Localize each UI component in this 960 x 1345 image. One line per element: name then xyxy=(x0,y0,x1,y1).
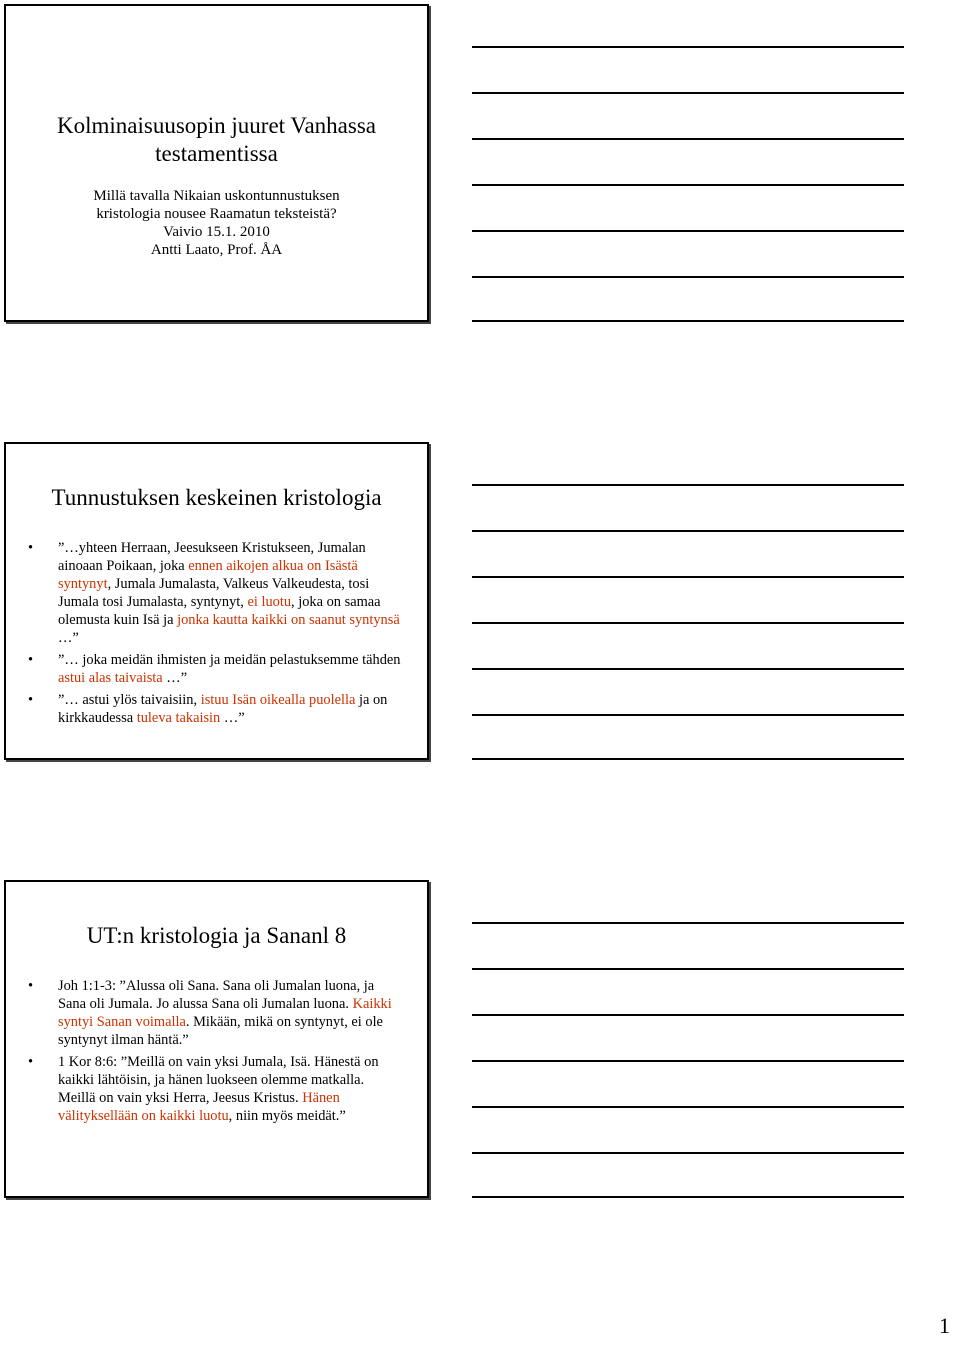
slide-title: Tunnustuksen keskeinen kristologia xyxy=(51,485,382,510)
note-line xyxy=(472,714,904,716)
subtitle-line: Millä tavalla Nikaian uskontunnustuksen xyxy=(93,188,340,204)
bullet-text: ja on kirkkaudessa xyxy=(58,692,388,726)
bullet-dot-icon: • xyxy=(28,652,34,668)
bullet-text: …” xyxy=(162,670,188,686)
bullet-text: 1 Kor 8:6: ”Meillä on vain yksi Jumala, Isä. Hänestä on kaikki lähtöisin, ja hänen luokseen olemme matkalla. Meillä on vain yksi Herra, Jeesus Kristus. xyxy=(58,1054,379,1106)
note-line xyxy=(472,576,904,578)
note-line xyxy=(472,1014,904,1016)
slide-3 xyxy=(4,880,429,1198)
subtitle-line: kristologia nousee Raamatun teksteistä? xyxy=(96,206,337,222)
slide-title: UT:n kristologia ja Sananl 8 xyxy=(86,923,347,948)
bullet-item xyxy=(28,539,405,647)
bullet-text: ”… joka meidän ihmisten ja meidän pelastuksemme tähden xyxy=(58,652,401,668)
bullet-item xyxy=(28,1053,405,1125)
subtitle-line: Vaivio 15.1. 2010 xyxy=(163,224,270,240)
bullet-text: . Mikään, mikä on syntynyt, ei ole syntynyt ilman häntä.” xyxy=(58,1014,383,1048)
note-line xyxy=(472,1152,904,1154)
slide-title: Kolminaisuusopin juuret Vanhassa testamentissa xyxy=(57,113,376,166)
note-line xyxy=(472,46,904,48)
subtitle-line: Antti Laato, Prof. ÅA xyxy=(150,242,283,258)
page-number: 1 xyxy=(939,1313,950,1338)
bullet-item xyxy=(28,651,405,687)
note-line xyxy=(472,184,904,186)
note-line xyxy=(472,1196,904,1198)
note-line xyxy=(472,968,904,970)
bullet-list xyxy=(28,539,405,731)
note-line xyxy=(472,138,904,140)
slide-2 xyxy=(4,442,429,760)
note-line xyxy=(472,230,904,232)
note-line xyxy=(472,484,904,486)
bullet-text: Joh 1:1-3: ”Alussa oli Sana. Sana oli Jumalan luona, ja Sana oli Jumala. Jo alussa Sana oli Jumalan luona. xyxy=(58,978,375,1012)
note-line xyxy=(472,922,904,924)
bullet-text: …” xyxy=(58,630,79,646)
bullet-list xyxy=(28,977,405,1129)
slide-1 xyxy=(4,4,429,322)
note-line xyxy=(472,1106,904,1108)
highlighted-text: Hänen välityksellään on kaikki luotu xyxy=(58,1090,340,1124)
bullet-item xyxy=(28,977,405,1049)
highlighted-text: jonka kautta kaikki on saanut syntynsä xyxy=(177,612,400,628)
highlighted-text: ennen aikojen alkua on Isästä syntynyt xyxy=(58,558,358,592)
note-line xyxy=(472,1060,904,1062)
bullet-text: ”… astui ylös taivaisiin, xyxy=(58,692,201,708)
bullet-dot-icon: • xyxy=(28,540,34,556)
note-line xyxy=(472,758,904,760)
note-line xyxy=(472,668,904,670)
bullet-dot-icon: • xyxy=(28,692,34,708)
highlighted-text: Kaikki syntyi Sanan voimalla xyxy=(58,996,392,1030)
bullet-item xyxy=(28,691,405,727)
highlighted-text: istuu Isän oikealla puolella xyxy=(200,692,356,708)
bullet-text: ”…yhteen Herraan, Jeesukseen Kristukseen, Jumalan ainoaan Poikaan, joka xyxy=(58,540,366,574)
note-line xyxy=(472,92,904,94)
highlighted-text: tuleva takaisin xyxy=(136,710,221,726)
bullet-text: , joka on samaa olemusta kuin Isä ja xyxy=(58,594,381,628)
highlighted-text: astui alas taivaista xyxy=(58,670,163,686)
note-line xyxy=(472,622,904,624)
note-line xyxy=(472,530,904,532)
bullet-text: …” xyxy=(220,710,245,726)
bullet-dot-icon: • xyxy=(28,1054,34,1070)
highlighted-text: ei luotu xyxy=(247,594,292,610)
bullet-text: , Jumala Jumalasta, Valkeus Valkeudesta, tosi Jumala tosi Jumalasta, syntynyt, xyxy=(58,576,370,610)
bullet-text: , niin myös meidät.” xyxy=(228,1108,346,1124)
slide-subtitle xyxy=(6,187,427,259)
note-line xyxy=(472,320,904,322)
note-line xyxy=(472,276,904,278)
bullet-dot-icon: • xyxy=(28,978,34,994)
